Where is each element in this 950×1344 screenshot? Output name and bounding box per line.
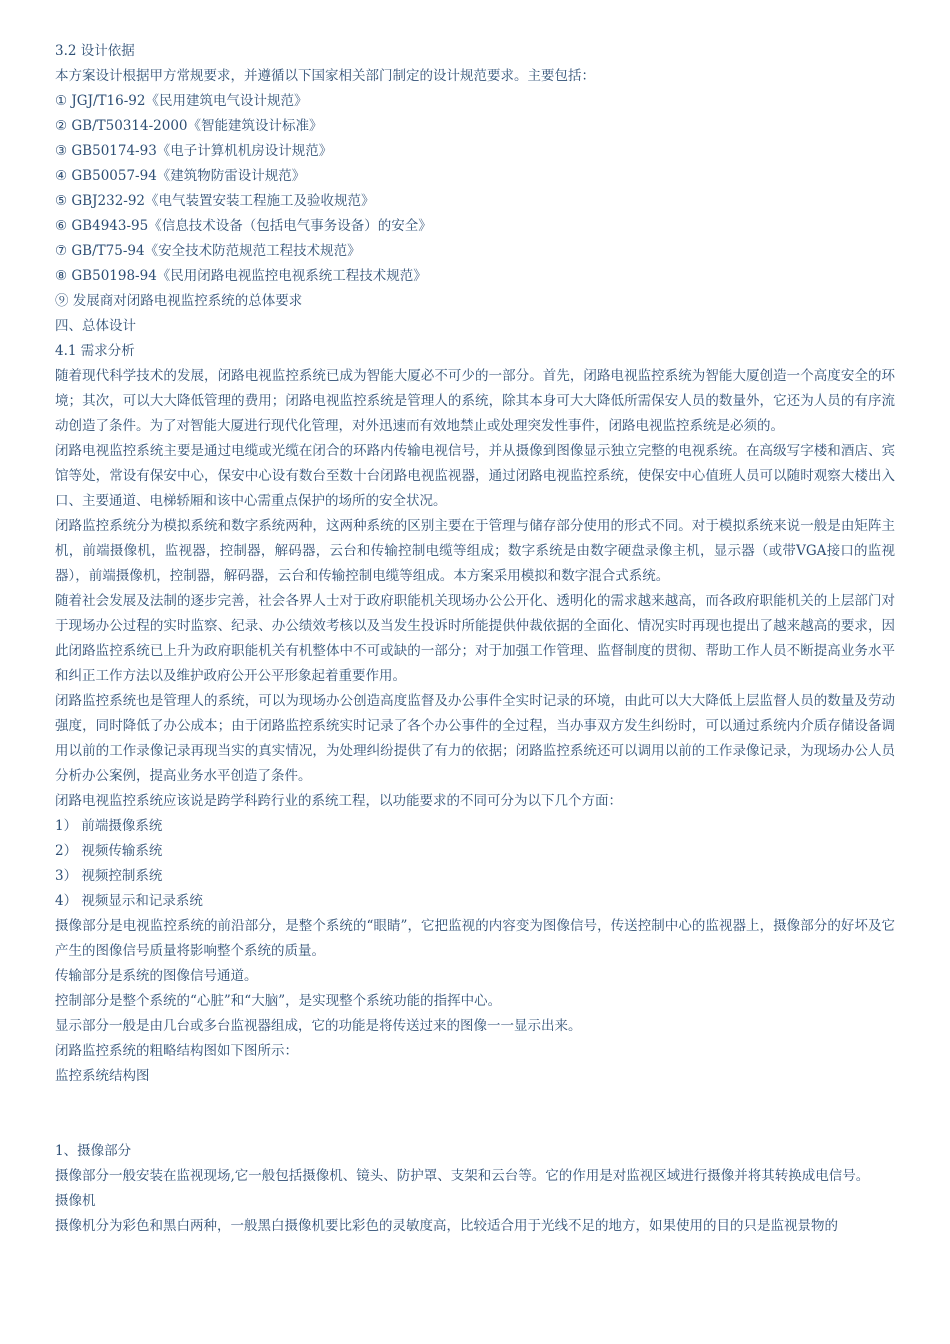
body-paragraph: 闭路电视监控系统应该说是跨学科跨行业的系统工程，以功能要求的不同可分为以下几个方面： [55,793,622,809]
subsystem-item: 2） 视频传输系统 [55,843,163,859]
body-paragraph: 闭路电视监控系统主要是通过电缆或光缆在闭合的环路内传输电视信号，并从摄像到图像显示独立完整的电视系统。在高级写字楼和酒店、宾馆等处，常设有保安中心，保安中心设有数台至数十台闭路电视监视器，通过闭路电视监控系统，使保安中心值班人员可以随时观察大楼出入口、主要通道、电梯轿厢和该中心需重点保护的场所的安全状况。 [55,443,895,509]
standards-intro: 本方案设计根据甲方常规要求，并遵循以下国家相关部门制定的设计规范要求。主要包括： [55,68,595,84]
standard-item: ⑨ 发展商对闭路电视监控系统的总体要求 [55,293,303,309]
standard-item: ④ GB50057-94《建筑物防雷设计规范》 [55,168,306,184]
body-paragraph: 闭路监控系统分为模拟系统和数字系统两种，这两种系统的区别主要在于管理与储存部分使用的形式不同。对于模拟系统来说一般是由矩阵主机，前端摄像机，监视器，控制器，解码器，云台和传输控制电缆等组成；数字系统是由数字硬盘录像主机，显示器（或带VGA接口的监视器），前端摄像机，控制器，解码器，云台和传输控制电缆等组成。本方案采用模拟和数字混合式系统。 [55,518,895,584]
chapter-heading: 四、总体设计 [55,318,136,334]
camera-section-heading: 1、摄像部分 [55,1143,132,1159]
body-paragraph: 摄像部分一般安装在监视现场,它一般包括摄像机、镜头、防护罩、支架和云台等。它的作用是对监视区域进行摄像并将其转换成电信号。 [55,1168,870,1184]
standard-item: ⑥ GB4943-95《信息技术设备（包括电气事务设备）的安全》 [55,218,432,234]
body-paragraph: 闭路监控系统的粗略结构图如下图所示： [55,1043,298,1059]
body-paragraph: 随着现代科学技术的发展，闭路电视监控系统已成为智能大厦必不可少的一部分。首先，闭路电视监控系统为智能大厦创造一个高度安全的环境；其次，可以大大降低管理的费用；闭路电视监控系统是管理人的系统，除其本身可大大降低所需保安人员的数量外，它还为人员的有序流动创造了条件。为了对智能大厦进行现代化管理，对外迅速而有效地禁止或处理突发性事件，闭路电视监控系统是必须的。 [55,368,895,434]
subsystem-item: 1） 前端摄像系统 [55,818,163,834]
section-heading-4-1: 4.1 需求分析 [55,343,135,359]
subsystem-item: 3） 视频控制系统 [55,868,163,884]
standard-item: ⑧ GB50198-94《民用闭路电视监控电视系统工程技术规范》 [55,268,427,284]
figure-caption: 监控系统结构图 [55,1068,150,1084]
body-paragraph: 摄像机分为彩色和黑白两种，一般黑白摄像机要比彩色的灵敏度高，比较适合用于光线不足的地方，如果使用的目的只是监视景物的 [55,1218,838,1234]
body-paragraph: 摄像部分是电视监控系统的前沿部分，是整个系统的“眼睛”，它把监视的内容变为图像信号，传送控制中心的监视器上，摄像部分的好坏及它产生的图像信号质量将影响整个系统的质量。 [55,918,895,959]
body-paragraph: 闭路监控系统也是管理人的系统，可以为现场办公创造高度监督及办公事件全实时记录的环境，由此可以大大降低上层监督人员的数量及劳动强度，同时降低了办公成本；由于闭路监控系统实时记录了各个办公事件的全过程，当办事双方发生纠纷时，可以通过系统内介质存储设备调用以前的工作录像记录再现当实的真实情况，为处理纠纷提供了有力的依据；闭路监控系统还可以调用以前的工作录像记录，为现场办公人员分析办公案例，提高业务水平创造了条件。 [55,693,895,784]
standard-item: ② GB/T50314-2000《智能建筑设计标准》 [55,118,323,134]
standard-item: ① JGJ/T16-92《民用建筑电气设计规范》 [55,93,308,109]
standard-item: ⑦ GB/T75-94《安全技术防范规范工程技术规范》 [55,243,361,259]
body-paragraph: 显示部分一般是由几台或多台监视器组成，它的功能是将传送过来的图像一一显示出来。 [55,1018,582,1034]
standard-item: ③ GB50174-93《电子计算机机房设计规范》 [55,143,333,159]
section-heading-3-2: 3.2 设计依据 [55,43,135,59]
document-body [55,39,895,1239]
subsystem-item: 4） 视频显示和记录系统 [55,893,203,909]
body-paragraph: 随着社会发展及法制的逐步完善，社会各界人士对于政府职能机关现场办公公开化、透明化的需求越来越高，而各政府职能机关的上层部门对于现场办公过程的实时监察、纪录、办公绩效考核以及当发生投诉时所能提供仲裁依据的全面化、情况实时再现也提出了越来越高的要求，因此闭路监控系统已上升为政府职能机关有机整体中不可或缺的一部分；对于加强工作管理、监督制度的贯彻、帮助工作人员不断提高业务水平和纠正工作方法以及维护政府公开公平形象起着重要作用。 [55,593,895,684]
standard-item: ⑤ GBJ232-92《电气装置安装工程施工及验收规范》 [55,193,375,209]
body-paragraph: 控制部分是整个系统的“心脏”和“大脑”，是实现整个系统功能的指挥中心。 [55,993,502,1009]
figure-placeholder [55,1089,895,1139]
camera-heading: 摄像机 [55,1193,96,1209]
body-paragraph: 传输部分是系统的图像信号通道。 [55,968,258,984]
